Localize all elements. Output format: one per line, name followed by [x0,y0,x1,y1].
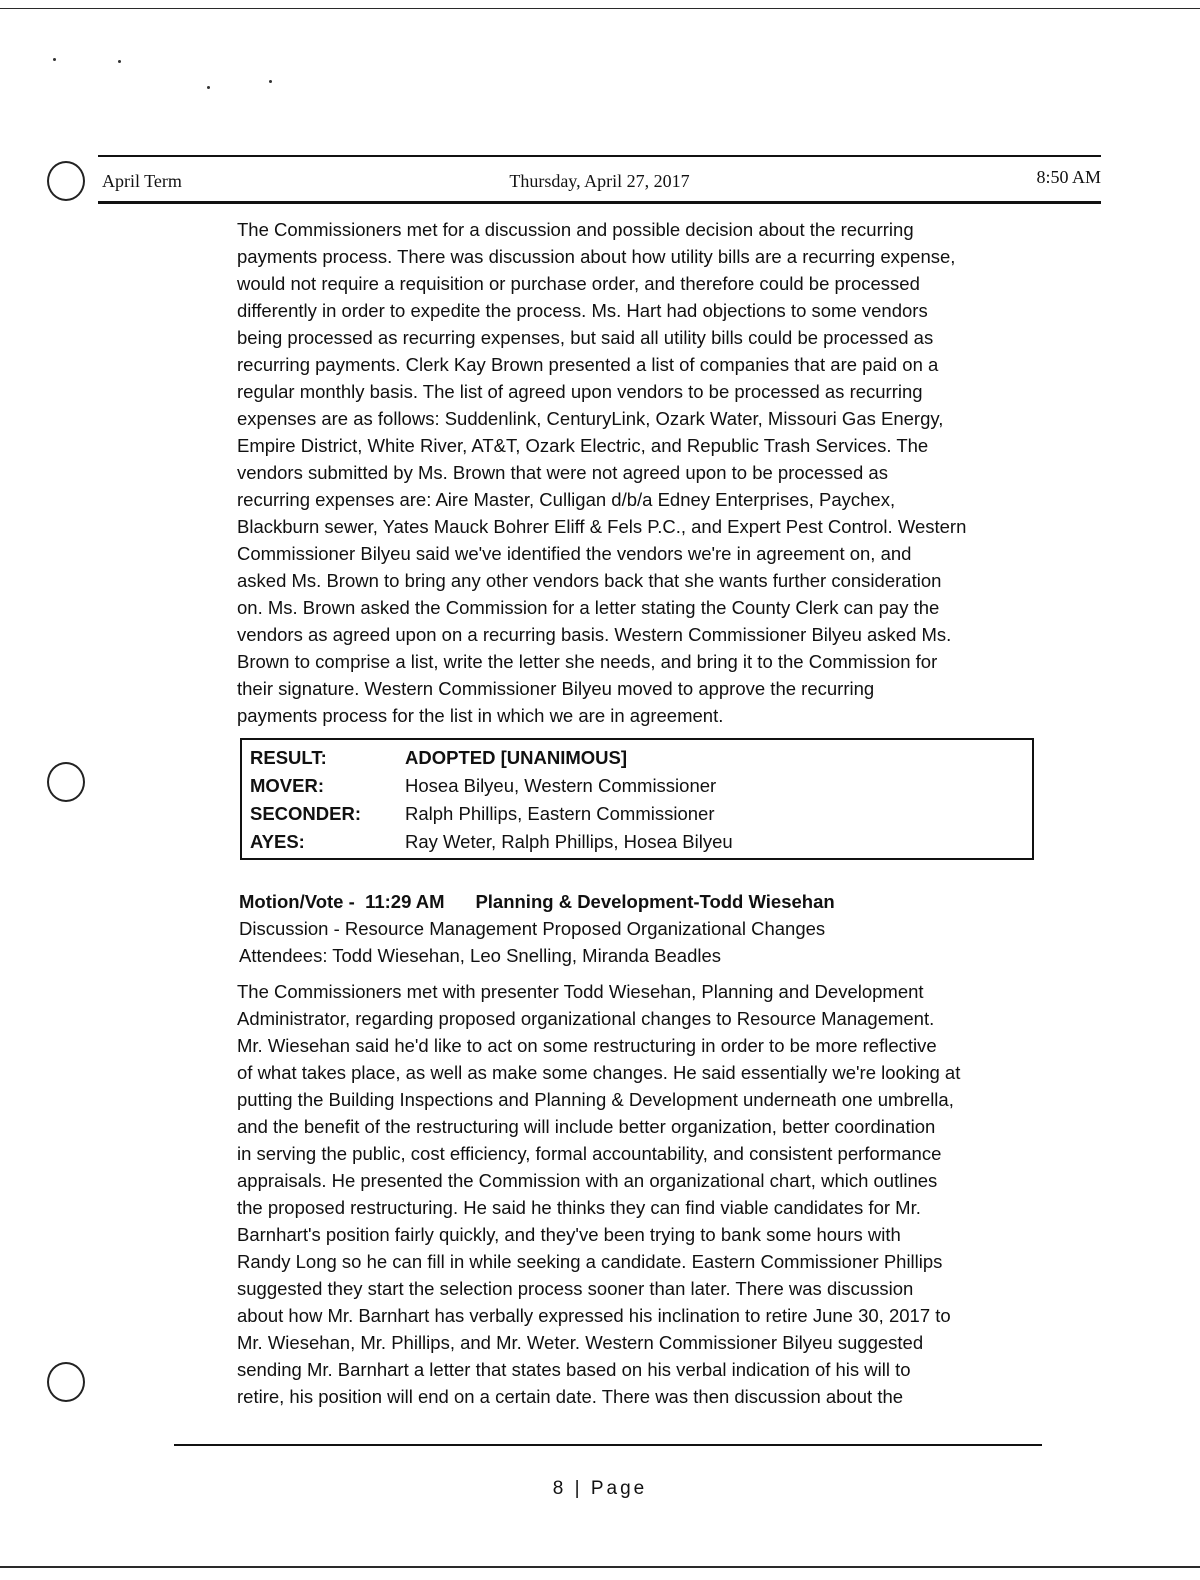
paragraph-line: in serving the public, cost efficiency, formal accountability, and consistent performance [237,1143,942,1164]
motion-attendees: Attendees: Todd Wiesehan, Leo Snelling, Miranda Beadles [239,945,722,966]
paragraph-line: putting the Building Inspections and Planning & Development underneath one umbrella, [237,1089,954,1110]
paragraph-line: vendors as agreed upon on a recurring basis. Western Commissioner Bilyeu asked Ms. [237,624,952,645]
meeting-date: Thursday, April 27, 2017 [509,171,690,191]
paragraph-line: would not require a requisition or purchase order, and therefore could be processed [237,273,920,294]
paragraph-line: being processed as recurring expenses, but said all utility bills could be processed as [237,327,934,348]
motion-discussion: Discussion - Resource Management Proposed Organizational Changes [239,918,826,939]
paragraph-line: Commissioner Bilyeu said we've identified the vendors we're in agreement on, and [237,543,912,564]
paragraph-line: recurring expenses are: Aire Master, Culligan d/b/a Edney Enterprises, Paychex, [237,489,896,510]
result-value: ADOPTED [UNANIMOUS] [405,747,627,768]
paragraph-line: Brown to comprise a list, write the letter she needs, and bring it to the Commission for [237,651,938,672]
seconder-label: SECONDER: [250,803,362,824]
motion-heading-block [239,888,1099,969]
paragraph-line: of what takes place, as well as make some changes. He said essentially we're looking at [237,1062,961,1083]
paragraph-line: and the benefit of the restructuring will include better organization, better coordination [237,1116,936,1137]
paragraph-line: Mr. Wiesehan said he'd like to act on some restructuring in order to be more reflective [237,1035,937,1056]
motion-topic: Planning & Development-Todd Wiesehan [475,891,835,912]
mover-label: MOVER: [250,775,324,796]
page-number: 8 | Page [552,1478,648,1499]
paragraph-line: The Commissioners met with presenter Todd Wiesehan, Planning and Development [237,981,924,1002]
paragraph-line: Empire District, White River, AT&T, Ozark Electric, and Republic Trash Services. The [237,435,929,456]
term-label: April Term [102,171,182,191]
scan-edge-top [0,8,1200,9]
ayes-value: Ray Weter, Ralph Phillips, Hosea Bilyeu [405,831,733,852]
paragraph-line: Mr. Wiesehan, Mr. Phillips, and Mr. Weter. Western Commissioner Bilyeu suggested [237,1332,924,1353]
motion-title-line [239,888,1099,915]
recurring-payments-paragraph [237,216,1037,729]
punch-hole [47,762,85,802]
meeting-time: 8:50 AM [1036,167,1101,187]
paragraph-line: differently in order to expedite the process. Ms. Hart had objections to some vendors [237,300,928,321]
punch-hole [47,161,85,201]
paragraph-line: on. Ms. Brown asked the Commission for a letter stating the County Clerk can pay the [237,597,940,618]
paragraph-line: regular monthly basis. The list of agreed upon vendors to be processed as recurring [237,381,923,402]
paragraph-line: The Commissioners met for a discussion and possible decision about the recurring [237,219,914,240]
paragraph-line: retire, his position will end on a certain date. There was then discussion about the [237,1386,904,1407]
paragraph-line: expenses are as follows: Suddenlink, CenturyLink, Ozark Water, Missouri Gas Energy, [237,408,944,429]
paragraph-line: appraisals. He presented the Commission with an organizational chart, which outlines [237,1170,938,1191]
paragraph-line: recurring payments. Clerk Kay Brown presented a list of companies that are paid on a [237,354,939,375]
paragraph-line: about how Mr. Barnhart has verbally expressed his inclination to retire June 30, 2017 to [237,1305,951,1326]
mover-value: Hosea Bilyeu, Western Commissioner [405,775,717,796]
paragraph-line: vendors submitted by Ms. Brown that were not agreed upon to be processed as [237,462,888,483]
paragraph-line: Administrator, regarding proposed organizational changes to Resource Management. [237,1008,935,1029]
motion-time: 11:29 AM [365,891,445,912]
motion-type: Motion/Vote - [239,891,355,912]
vote-result-table [240,738,1034,860]
paragraph-line: the proposed restructuring. He said he thinks they can find viable candidates for Mr. [237,1197,921,1218]
paragraph-line: Blackburn sewer, Yates Mauck Bohrer Eliff & Fels P.C., and Expert Pest Control. Western [237,516,967,537]
footer-divider [174,1444,1042,1446]
paragraph-line: Randy Long so he can fill in while seeking a candidate. Eastern Commissioner Phillips [237,1251,943,1272]
organizational-changes-paragraph [237,978,1037,1410]
paragraph-line: their signature. Western Commissioner Bilyeu moved to approve the recurring [237,678,875,699]
paragraph-line: payments process. There was discussion about how utility bills are a recurring expense, [237,246,956,267]
punch-hole [47,1362,85,1402]
page-header [98,155,1101,204]
paragraph-line: asked Ms. Brown to bring any other vendors back that she wants further consideration [237,570,942,591]
ayes-label: AYES: [250,831,305,852]
result-label: RESULT: [250,747,327,768]
paragraph-line: sending Mr. Barnhart a letter that states based on his verbal indication of his will to [237,1359,911,1380]
seconder-value: Ralph Phillips, Eastern Commissioner [405,803,715,824]
scan-edge-bottom [0,1566,1200,1568]
paragraph-line: suggested they start the selection process sooner than later. There was discussion [237,1278,914,1299]
paragraph-line: Barnhart's position fairly quickly, and they've been trying to bank some hours with [237,1224,901,1245]
paragraph-line: payments process for the list in which we are in agreement. [237,705,724,726]
